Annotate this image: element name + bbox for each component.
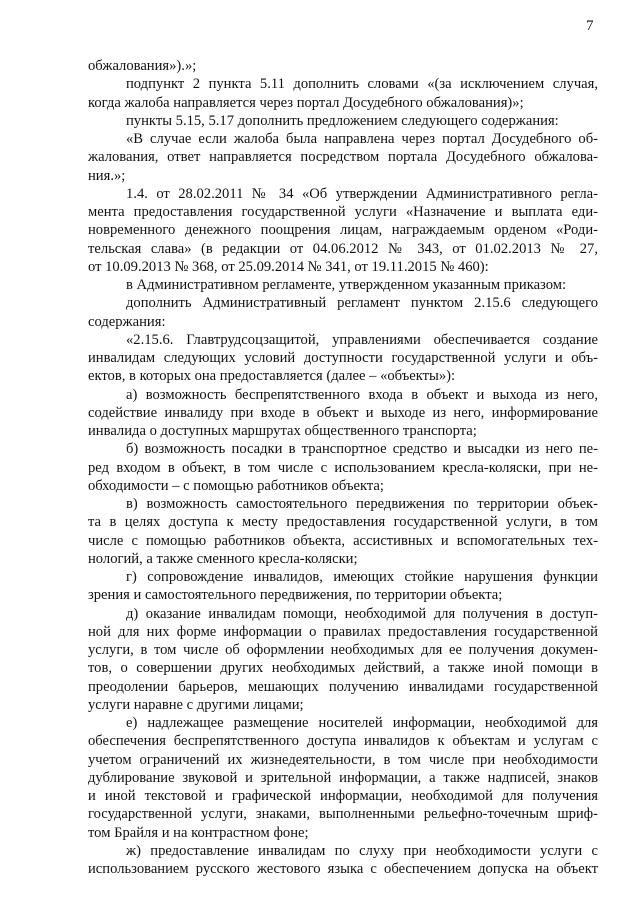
text-line: числе с помощью работников объекта, ассистивных и вспомогательных тех-: [88, 532, 598, 549]
text-line: ной для них форме информации о правилах предоставления государственной: [88, 623, 598, 640]
text-line: а) возможность беспрепятственного входа в объект и выхода из него,: [126, 386, 598, 403]
text-line: том Брайля и на контрастном фоне;: [88, 824, 309, 841]
text-line: новременного денежного поощрения лицам, награждаемым орденом «Роди-: [88, 222, 598, 239]
text-line: обеспечения беспрепятственного доступа инвалидов к объектам и услугам с: [88, 733, 598, 750]
text-line: когда жалоба направляется через портал Досудебного обжалования)»;: [88, 94, 524, 111]
text-line: ж) предоставление инвалидам по слуху при необходимости услуги с: [126, 842, 598, 859]
text-line: зрения и самостоятельного передвижения, по территории объекта;: [88, 587, 503, 604]
text-line: государственной услуги, знаками, выполненными рельефно-точечным шриф-: [88, 806, 598, 823]
text-line: услуги, в том числе об оформлении необходимых для ее получения докумен-: [88, 642, 598, 658]
text-line: мента предоставления государственной услуги «Назначение и выплата еди-: [88, 204, 598, 220]
text-line: и иной текстовой и графической информации, необходимой для получения: [88, 788, 598, 804]
document-body: [88, 57, 598, 878]
text-line: инвалида о доступных маршрутах общественного транспорта;: [88, 423, 477, 439]
text-line: нологий, а также сменного кресла-коляски;: [88, 550, 358, 567]
text-line: тельская слава» (в редакции от 04.06.2012 № 343, от 01.02.2013 № 27,: [88, 240, 598, 257]
text-line: от 10.09.2013 № 368, от 25.09.2014 № 341, от 19.11.2015 № 460):: [88, 258, 489, 275]
text-line: услуги наравне с другими лицами;: [88, 696, 304, 713]
text-line: содействие инвалиду при входе в объект и выходе из него, информирование: [88, 404, 598, 421]
text-line: «2.15.6. Главтрудсоцзащитой, управлениями обеспечивается создание: [126, 331, 598, 348]
text-line: 1.4. от 28.02.2011 № 34 «Об утверждении Административного регла-: [126, 185, 598, 202]
text-line: «В случае если жалоба была направлена через портал Досудебного об-: [126, 131, 598, 147]
text-line: тов, о совершении других необходимых действий, а также иной помощи в: [88, 660, 598, 677]
text-line: в Административном регламенте, утвержденном указанным приказом:: [126, 277, 567, 293]
text-line: учетом ограничений их жизнедеятельности, в том числе при необходимости: [88, 751, 598, 768]
text-line: ектов, в которых она предоставляется (далее – «объекты»):: [88, 368, 456, 385]
text-line: обходимости – с помощью работников объекта;: [88, 477, 384, 494]
text-line: содержания:: [88, 313, 166, 330]
text-line: ред входом в объект, в том числе с использованием кресла-коляски, при не-: [88, 459, 598, 476]
text-line: ния.»;: [88, 167, 126, 184]
text-line: дублирование звуковой и зрительной информации, а также надписей, знаков: [88, 769, 598, 786]
text-line: б) возможность посадки в транспортное средство и высадки из него пе-: [126, 441, 598, 458]
text-line: преодолении барьеров, мешающих получению инвалидами государственной: [88, 678, 598, 695]
text-line: пункты 5.15, 5.17 дополнить предложением следующего содержания:: [126, 112, 559, 129]
text-line: д) оказание инвалидам помощи, необходимой для получения в доступ-: [126, 605, 598, 622]
text-line: обжалования»).»;: [88, 58, 197, 74]
page-number: 7: [586, 18, 594, 34]
text-line: инвалидам следующих условий доступности государственной услуги и объ-: [88, 350, 598, 366]
text-line: подпункт 2 пункта 5.11 дополнить словами «(за исключением случая,: [126, 76, 598, 93]
text-line: е) надлежащее размещение носителей информации, необходимой для: [126, 715, 598, 731]
text-line: использованием русского жестового языка с обеспечением допуска на объект: [88, 861, 598, 877]
text-line: та в целях доступа к месту предоставления государственной услуги, в том: [88, 514, 598, 531]
text-line: в) возможность самостоятельного передвижения по территории объек-: [126, 496, 598, 512]
text-line: жалования, ответ направляется посредством портала Досудебного обжалова-: [88, 149, 598, 166]
text-line: дополнить Административный регламент пунктом 2.15.6 следующего: [126, 295, 598, 312]
text-line: г) сопровождение инвалидов, имеющих стойкие нарушения функции: [126, 569, 598, 585]
